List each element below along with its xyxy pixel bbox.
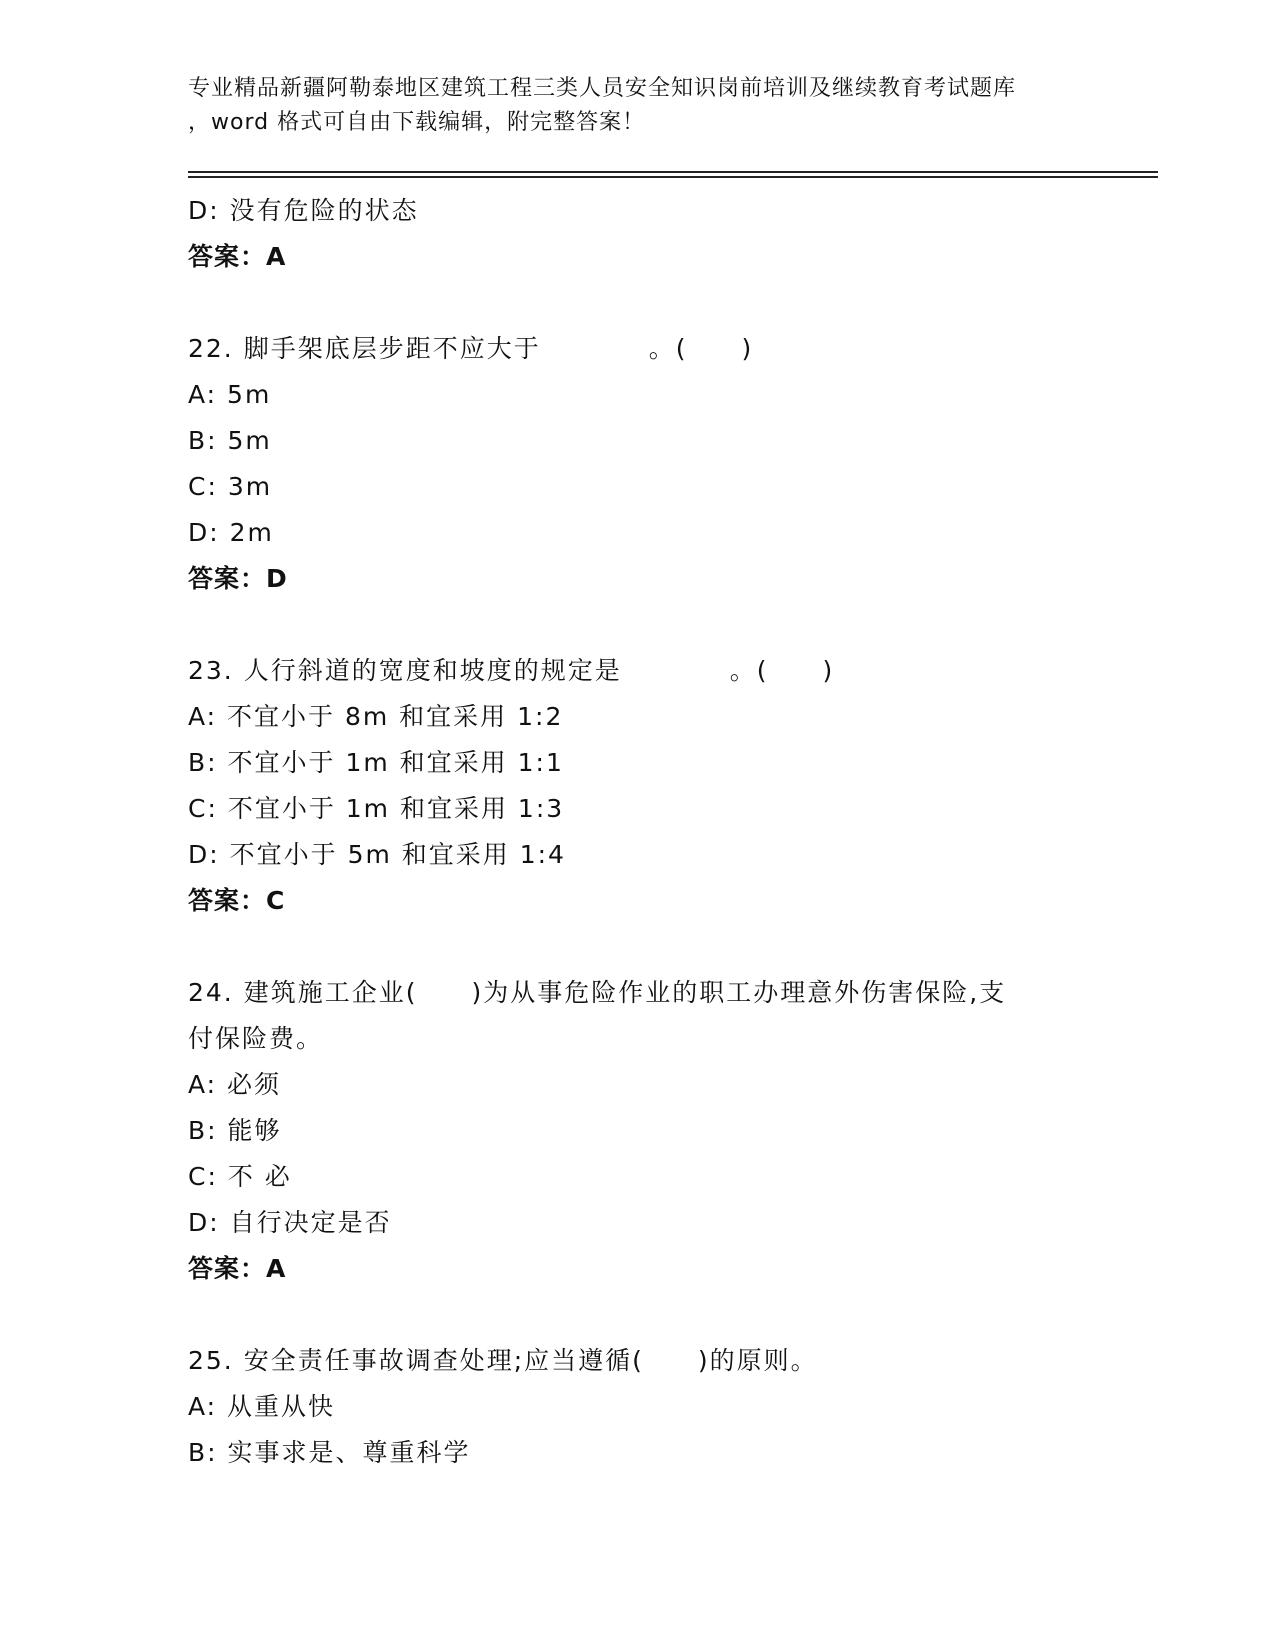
header-divider-bottom [188,176,1158,178]
question-stem-line-2: 付保险费。 [188,1024,324,1053]
header-divider-top [188,171,1158,173]
question-stem-line-1: 24. 建筑施工企业( )为从事危险作业的职工办理意外伤害保险,支 [188,978,1007,1007]
previous-question-tail [188,188,1088,280]
option-a: A: 从重从快 [188,1392,336,1421]
question-25 [188,1338,1088,1476]
question-23 [188,648,1088,924]
option-d: D: 自行决定是否 [188,1208,392,1237]
option-c: C: 不 必 [188,1162,292,1191]
answer: 答案：C [188,886,286,915]
option-a: A: 5m [188,380,272,409]
option-c: C: 3m [188,472,273,501]
option-d: D: 2m [188,518,274,547]
question-stem: 25. 安全责任事故调查处理;应当遵循( )的原则。 [188,1346,818,1375]
option-b: B: 5m [188,426,272,455]
option-d: D: 没有危险的状态 [188,196,419,225]
option-b: B: 实事求是、尊重科学 [188,1438,471,1467]
header-title-line-2: ，word 格式可自由下载编辑，附完整答案！ [188,110,646,135]
spacer [188,1292,1088,1338]
document-header [188,72,1088,140]
option-b: B: 不宜小于 1m 和宜采用 1:1 [188,748,564,777]
question-22 [188,326,1088,602]
spacer [188,924,1088,970]
option-a: A: 不宜小于 8m 和宜采用 1:2 [188,702,564,731]
spacer [188,602,1088,648]
header-title-line-1: 专业精品新疆阿勒泰地区建筑工程三类人员安全知识岗前培训及继续教育考试题库 [188,76,1017,101]
question-stem: 23. 人行斜道的宽度和坡度的规定是 。( ) [188,656,835,685]
question-list [188,188,1088,1476]
option-c: C: 不宜小于 1m 和宜采用 1:3 [188,794,565,823]
option-d: D: 不宜小于 5m 和宜采用 1:4 [188,840,566,869]
answer: 答案：A [188,242,287,271]
answer: 答案：D [188,564,288,593]
spacer [188,280,1088,326]
question-stem: 22. 脚手架底层步距不应大于 。( ) [188,334,754,363]
option-a: A: 必须 [188,1070,282,1099]
question-24 [188,970,1088,1292]
option-b: B: 能够 [188,1116,282,1145]
answer: 答案：A [188,1254,287,1283]
